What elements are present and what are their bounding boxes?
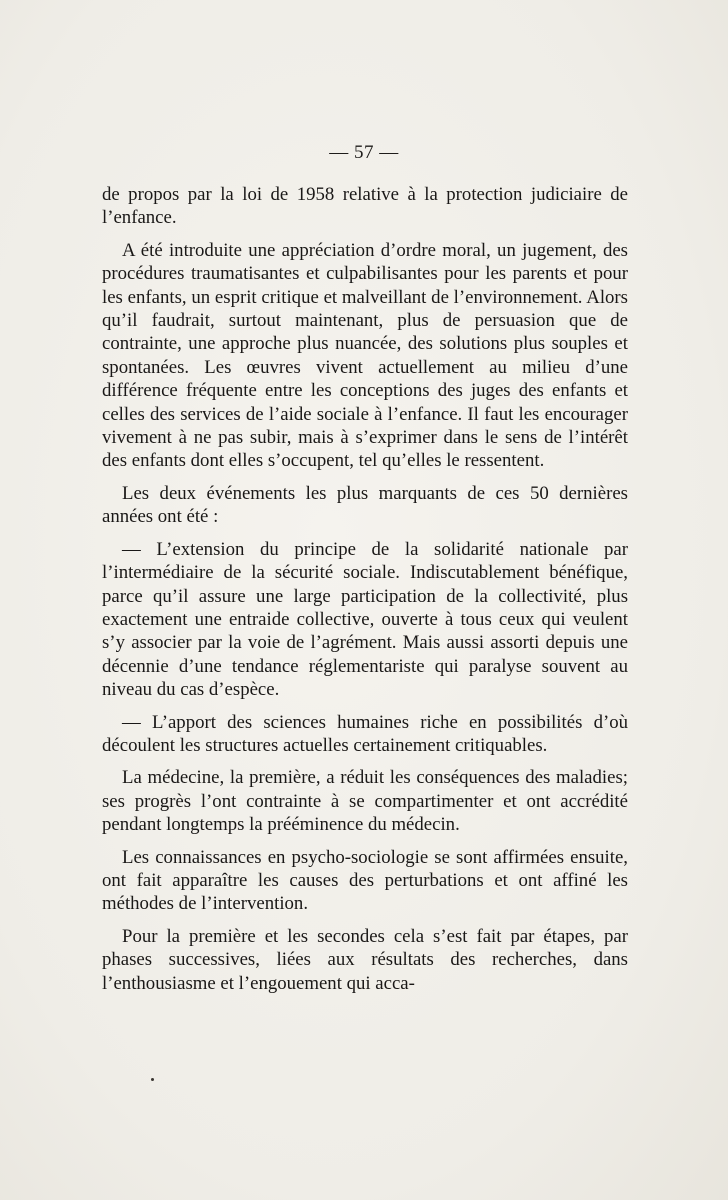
page-number: — 57 — [329,142,399,163]
paragraph: A été introduite une appréciation d’ordre moral, un jugement, des procédures traumatisantes et culpabilisantes pour les parents et pour les enfants, un esprit critique et malveillant de l’environnement. Alors qu’il faudrait, surtout maintenant, plus de persuasion que de contrainte, une approche plus nuancée, des solutions plus souples et spontanées. Les œuvres vivent actuellement au milieu d’une différence fréquente entre les conceptions des juges des enfants et celles des services de l’aide sociale à l’enfance. Il faut les encourager vivement à ne pas subir, mais à s’exprimer dans le sens de l’intérêt des enfants dont elles s’occupent, tel qu’elles le ressentent. [102,239,628,472]
paragraph: La médecine, la première, a réduit les conséquences des maladies; ses progrès l’ont contrainte à se compartimenter et ont accrédité pendant longtemps la prééminence du médecin. [102,767,628,836]
paragraph: — L’apport des sciences humaines riche en possibilités d’où découlent les structures actuelles certainement critiquables. [102,711,628,756]
paragraph: — L’extension du principe de la solidarité nationale par l’intermédiaire de la sécurité sociale. Indiscutablement bénéfique, parce qu’il assure une large participation de la collectivité, plus exactement une entraide collective, ouverte à tous ceux qui veulent s’y associer par la voie de l’agrément. Mais aussi assorti depuis une décennie d’une tendance réglementariste qui paralyse souvent au niveau du cas d’espèce. [102,538,628,701]
paragraph: Les connaissances en psycho-sociologie se sont affirmées ensuite, ont fait apparaître les causes des perturbations et ont affiné les méthodes de l’intervention. [102,846,628,915]
ink-speck [151,1078,154,1081]
paragraph: de propos par la loi de 1958 relative à la protection judiciaire de l’enfance. [102,184,628,229]
paragraph: Les deux événements les plus marquants de ces 50 dernières années ont été : [102,482,628,528]
body-text [102,183,628,1004]
paragraph: Pour la première et les secondes cela s’est fait par étapes, par phases successives, liées aux résultats des recherches, dans l’enthousiasme et l’engouement qui acca- [102,925,628,994]
